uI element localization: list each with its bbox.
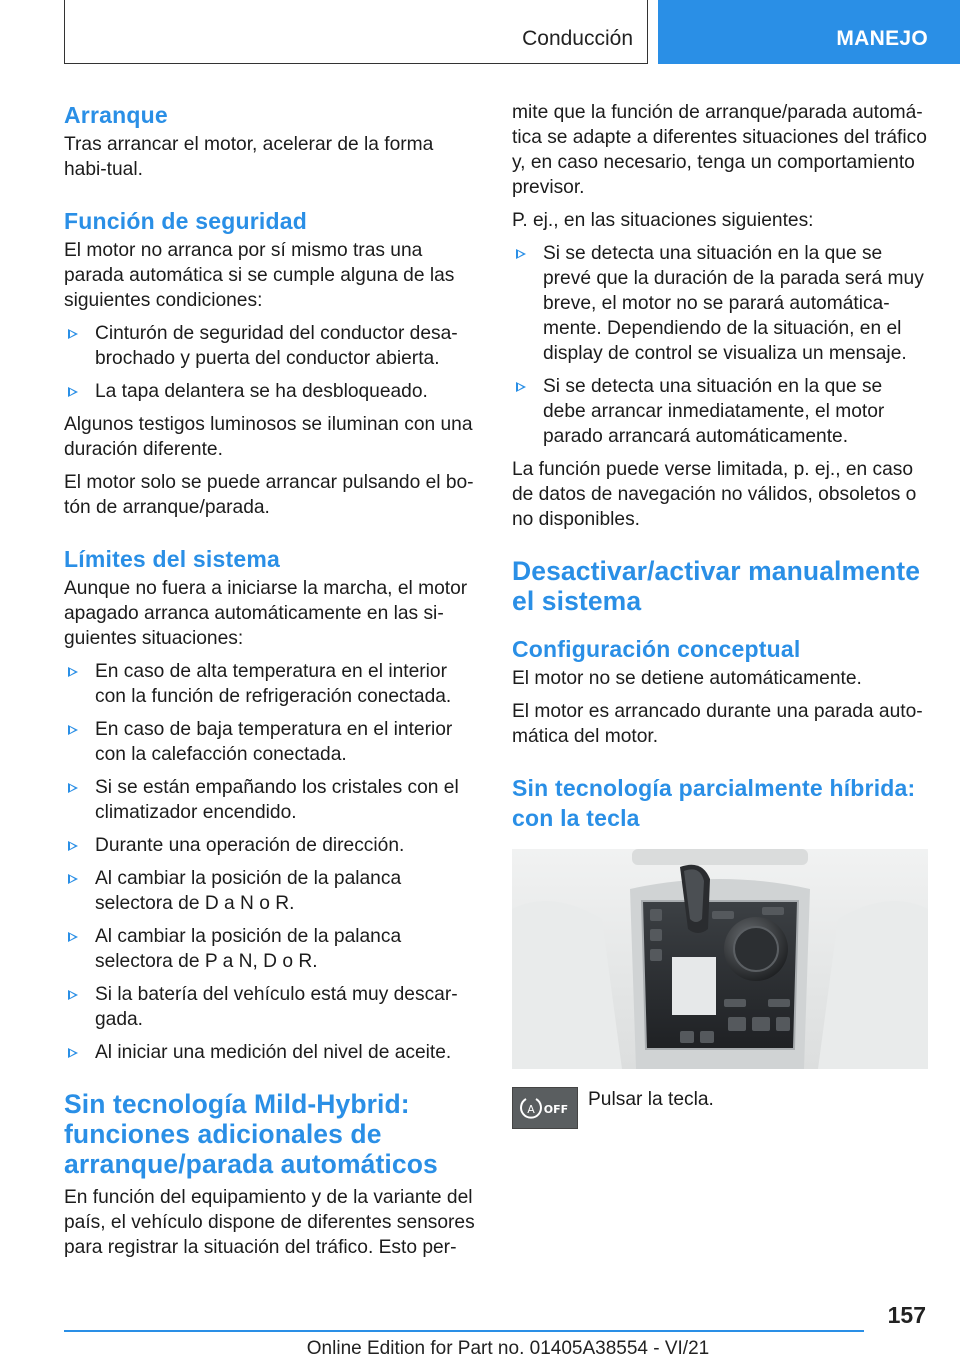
right-p3: La función puede verse limitada, p. ej., en caso de datos de navegación no válidos, obsoletos o no disponibles. [512, 459, 917, 530]
list-item: Si la batería del vehículo está muy descar-gada. [64, 982, 480, 1032]
heading-mild-hybrid: Sin tecnología Mild-Hybrid: funciones adicionales de arranque/parada automáticos [64, 1089, 438, 1179]
list-item: Cinturón de seguridad del conductor desa-brochado y puerta del conductor abierta. [64, 321, 480, 371]
heading-desactivar: Desactivar/activar manualmente el sistema [512, 556, 921, 616]
triangle-bullet-icon [516, 249, 526, 259]
list-item: Si se detecta una situación en la que se prevé que la duración de la parada será muy breve, el motor no se parará automática-mente. Dependiendo de la situación, en el display de control se visualiza un mensaje. [512, 241, 928, 366]
triangle-bullet-icon [68, 1048, 78, 1058]
triangle-bullet-icon [68, 329, 78, 339]
auto-start-stop-off-icon [512, 1087, 578, 1129]
triangle-bullet-icon [68, 932, 78, 942]
mild-text: En función del equipamiento y de la variante del país, el vehículo dispone de diferentes sensores para registrar la situación del tráfico. Esto per- [64, 1187, 475, 1258]
footer-edition: Online Edition for Part no. 01405A38554 - VI/21 [306, 1338, 710, 1359]
heading-configuracion: Configuración conceptual [512, 636, 801, 662]
heading-funcion-seguridad: Función de seguridad [64, 208, 307, 234]
center-console-illustration [512, 849, 928, 1069]
left-column [64, 100, 480, 1268]
list-item: Al cambiar la posición de la palanca selectora de D a N o R. [64, 866, 480, 916]
limites-list [64, 659, 480, 1065]
seguridad-intro: El motor no arranca por sí mismo tras una parada automática si se cumple alguna de las siguientes condiciones: [64, 240, 455, 311]
seguridad-list [64, 321, 480, 404]
triangle-bullet-icon [516, 382, 526, 392]
heading-limites-sistema: Límites del sistema [64, 546, 280, 572]
svg-text:A: A [527, 1103, 535, 1116]
triangle-bullet-icon [68, 725, 78, 735]
limites-intro: Aunque no fuera a iniciarse la marcha, el motor apagado arranca automáticamente en las si-guientes situaciones: [64, 578, 468, 649]
list-item: Durante una operación de dirección. [64, 833, 480, 858]
heading-con-tecla: Sin tecnología parcialmente híbrida: con la tecla [512, 775, 916, 831]
page-number: 157 [887, 1302, 926, 1328]
list-item: Al cambiar la posición de la palanca selectora de P a N, D o R. [64, 924, 480, 974]
header-chapter-label: MANEJO [836, 27, 928, 50]
auto-start-stop-off-glyph [518, 1095, 572, 1121]
header-section-box [64, 0, 648, 64]
triangle-bullet-icon [68, 783, 78, 793]
arranque-text: Tras arrancar el motor, acelerar de la forma habi-tual. [64, 134, 434, 180]
list-item: En caso de baja temperatura en el interior con la calefacción conectada. [64, 717, 480, 767]
footer-divider [64, 1330, 864, 1332]
header-section-title: Conducción [522, 27, 633, 50]
seguridad-p3: El motor solo se puede arrancar pulsando el bo-tón de arranque/parada. [64, 472, 474, 518]
config-p2: El motor es arrancado durante una parada auto-mática del motor. [512, 701, 923, 747]
config-p1: El motor no se detiene automáticamente. [512, 668, 862, 689]
list-item: Si se detecta una situación en la que se debe arrancar inmediatamente, el motor parado arrancará automáticamente. [512, 374, 928, 449]
center-console-photo [512, 849, 928, 1069]
triangle-bullet-icon [68, 387, 78, 397]
svg-text:OFF: OFF [543, 1103, 569, 1116]
off-button-instruction: Pulsar la tecla. [588, 1089, 714, 1110]
right-column [512, 100, 928, 1131]
seguridad-p2: Algunos testigos luminosos se iluminan con una duración diferente. [64, 414, 473, 460]
list-item: En caso de alta temperatura en el interior con la función de refrigeración conectada. [64, 659, 480, 709]
header-chapter-tab [658, 0, 960, 64]
triangle-bullet-icon [68, 667, 78, 677]
off-button-row [512, 1087, 928, 1131]
situaciones-list [512, 241, 928, 449]
triangle-bullet-icon [68, 841, 78, 851]
list-item: Al iniciar una medición del nivel de aceite. [64, 1040, 480, 1065]
list-item: La tapa delantera se ha desbloqueado. [64, 379, 480, 404]
right-p2: P. ej., en las situaciones siguientes: [512, 210, 814, 231]
list-item: Si se están empañando los cristales con el climatizador encendido. [64, 775, 480, 825]
heading-arranque: Arranque [64, 102, 168, 128]
triangle-bullet-icon [68, 990, 78, 1000]
triangle-bullet-icon [68, 874, 78, 884]
right-p1: mite que la función de arranque/parada automá-tica se adapte a diferentes situaciones del tráfico y, en caso necesario, tenga un comportamiento previsor. [512, 102, 927, 198]
